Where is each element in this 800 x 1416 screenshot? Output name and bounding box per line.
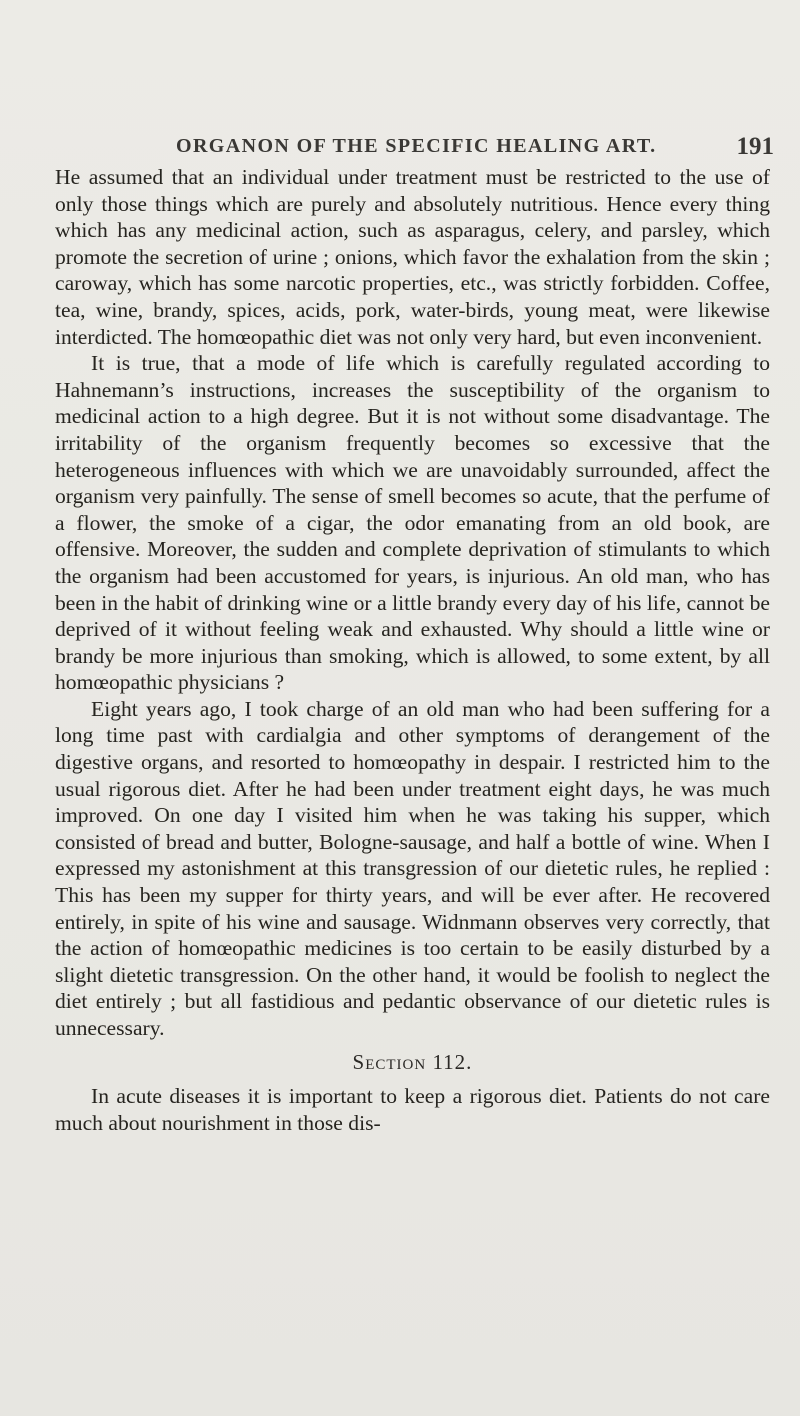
body-text — [55, 164, 770, 1136]
paragraph-susceptibility: It is true, that a mode of life which is carefully regulated according to Hahnemann’s instructions, increases the susceptibility of the organism to medicinal action to a high degree. But it is not without some disadvantage. The irritability of the organism frequently becomes so excessive that the heterogeneous influences with which we are unavoidably surrounded, affect the organism very painfully. The sense of smell becomes so acute, that the perfume of a flower, the smoke of a cigar, the odor emanating from an old book, are offensive. Moreover, the sudden and complete deprivation of stimulants to which the organism had been accustomed for years, is injurious. An old man, who has been in the habit of drinking wine or a little brandy every day of his life, cannot be deprived of it without feeling weak and exhausted. Why should a little wine or brandy be more injurious than smoking, which is allowed, to some extent, by all homœopathic physicians ? — [55, 351, 770, 695]
running-head — [176, 133, 776, 161]
running-title: ORGANON OF THE SPECIFIC HEALING ART. — [176, 135, 657, 157]
section-heading: Section 112. — [352, 1049, 473, 1074]
paragraph-case-report: Eight years ago, I took charge of an old man who had been suffering for a long time past with cardialgia and other symptoms of derangement of the digestive organs, and resorted to homœopathy in despair. I restricted him to the usual rigorous diet. After he had been under treatment eight days, he was much improved. On one day I visited him when he was taking his supper, which consisted of bread and butter, Bologne-sausage, and half a bottle of wine. When I expressed my astonishment at this transgression of our dietetic rules, he replied : This has been my supper for thirty years, and will be ever after. He recovered entirely, in spite of his wine and sausage. Widnmann observes very correctly, that the action of homœopathic medicines is too certain to be easily disturbed by a slight dietetic transgression. On the other hand, it would be foolish to neglect the diet entirely ; but all fastidious and pedantic observance of our dietetic rules is unnecessary. — [55, 696, 770, 1040]
paragraph-diet-restrictions: He assumed that an individual under treatment must be restricted to the use of only those things which are purely and absolutely nutritious. Hence every thing which has any medicinal action, such as asparagus, celery, and parsley, which promote the secretion of urine ; onions, which favor the exhalation from the skin ; caroway, which has some narcotic properties, etc., was strictly forbidden. Coffee, tea, wine, brandy, spices, acids, pork, water-birds, young meat, were likewise interdicted. The homœopathic diet was not only very hard, but even inconvenient. — [55, 165, 770, 349]
paragraph-acute-diseases: In acute diseases it is important to keep a rigorous diet. Patients do not care much about nourishment in those dis- — [55, 1084, 770, 1135]
page-number: 191 — [736, 133, 774, 160]
